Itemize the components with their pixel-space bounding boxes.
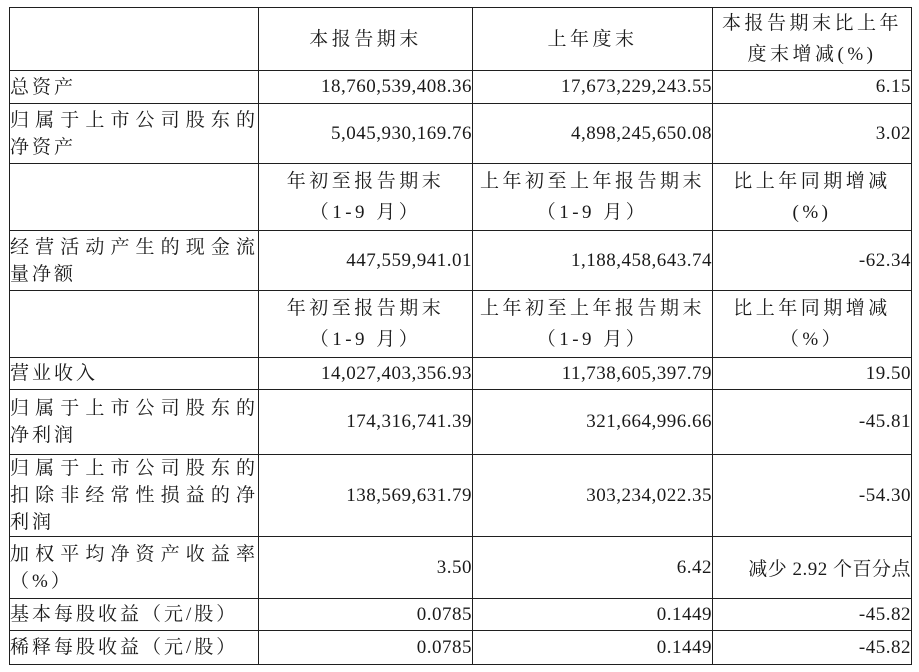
label-line: 营业收入 [10,363,99,384]
metric-row-net-profit-excl-nonrecurring [10,455,912,537]
label-line: 加权平均净资产收益率 [10,543,258,565]
metric-label [10,537,259,599]
metric-row-basic-eps [10,599,912,631]
header-line: 比上年同期增减 [733,171,891,192]
metric-row-weighted-avg-roe [10,537,912,599]
metric-value-current: 3.50 [259,537,473,599]
label-line: 稀释每股收益（元/股） [10,637,239,658]
metric-value-current: 0.0785 [259,599,473,631]
header-line: 比上年同期增减 [733,298,891,319]
label-line: 基本每股收益（元/股） [10,604,239,625]
metric-value-prior: 303,234,022.35 [473,455,713,537]
col-header-current-period-end [259,8,473,71]
metric-row-net-profit [10,390,912,455]
metric-value-prior: 17,673,229,243.55 [473,71,713,104]
header-line: （1-9 月） [536,202,649,223]
metric-value-change: 3.02 [713,104,912,164]
header-line: 年初至报告期末 [286,171,445,192]
metric-label [10,231,259,291]
metric-label [10,455,259,537]
header-line: 本报告期末比上年 [721,13,902,34]
metric-value-current: 174,316,741.39 [259,390,473,455]
col-header-ytd-prior [473,164,713,231]
metric-value-current: 18,760,539,408.36 [259,71,473,104]
metric-value-change: 减少 2.92 个百分点 [713,537,912,599]
metric-label [10,104,259,164]
header-line: （1-9 月） [309,329,422,350]
metric-label [10,631,259,665]
header-row-period-1 [10,164,912,231]
metric-value-change: -45.82 [713,631,912,665]
empty-cell [10,164,259,231]
header-row-snapshot [10,8,912,71]
col-header-yoy-change [713,291,912,358]
metric-value-prior: 0.1449 [473,599,713,631]
label-line: 净利润 [10,425,77,446]
empty-cell [10,291,259,358]
label-line: 扣除非经常性损益的净 [10,485,258,506]
label-line: （%） [10,570,73,592]
label-line: 归属于上市公司股东的 [10,458,258,479]
financial-summary-table [9,7,912,665]
col-header-change-vs-prior-year-end [713,8,912,71]
metric-value-prior: 0.1449 [473,631,713,665]
metric-value-change: 6.15 [713,71,912,104]
label-line: 总资产 [10,76,77,98]
header-line: （1-9 月） [536,329,649,350]
metric-value-change: -45.81 [713,390,912,455]
col-header-ytd-current [259,291,473,358]
metric-value-change: -54.30 [713,455,912,537]
label-line: 经营活动产生的现金流 [10,236,258,258]
col-header-yoy-change [713,164,912,231]
label-line: 归属于上市公司股东的 [10,109,258,131]
label-line: 利润 [10,512,55,533]
metric-value-current: 138,569,631.79 [259,455,473,537]
metric-row-total-assets [10,71,912,104]
header-line: 上年度末 [547,28,638,50]
header-line: 本报告期末 [309,28,422,50]
metric-value-change: -62.34 [713,231,912,291]
metric-value-prior: 11,738,605,397.79 [473,358,713,390]
metric-row-operating-cash-flow [10,231,912,291]
metric-value-current: 5,045,930,169.76 [259,104,473,164]
metric-row-operating-revenue [10,358,912,390]
col-header-ytd-current [259,164,473,231]
metric-label [10,71,259,104]
metric-value-change: -45.82 [713,599,912,631]
header-line: （%） [779,329,845,350]
header-line: （1-9 月） [309,202,422,223]
label-line: 净资产 [10,136,77,158]
metric-value-prior: 1,188,458,643.74 [473,231,713,291]
header-line: 度末增减(%) [747,44,877,65]
metric-value-current: 0.0785 [259,631,473,665]
metric-row-diluted-eps [10,631,912,665]
metric-label [10,599,259,631]
header-line: (%) [792,202,832,223]
metric-value-prior: 321,664,996.66 [473,390,713,455]
metric-label [10,358,259,390]
metric-value-current: 447,559,941.01 [259,231,473,291]
empty-corner-cell [10,8,259,71]
header-row-period-2 [10,291,912,358]
financial-report-page [9,7,912,665]
label-line: 归属于上市公司股东的 [10,398,258,419]
metric-value-prior: 4,898,245,650.08 [473,104,713,164]
metric-label [10,390,259,455]
label-line: 量净额 [10,263,77,285]
metric-value-change: 19.50 [713,358,912,390]
col-header-prior-year-end [473,8,713,71]
metric-value-prior: 6.42 [473,537,713,599]
metric-row-net-assets [10,104,912,164]
col-header-ytd-prior [473,291,713,358]
header-line: 年初至报告期末 [286,298,445,319]
metric-value-current: 14,027,403,356.93 [259,358,473,390]
header-line: 上年初至上年报告期末 [479,298,705,319]
header-line: 上年初至上年报告期末 [479,171,705,192]
